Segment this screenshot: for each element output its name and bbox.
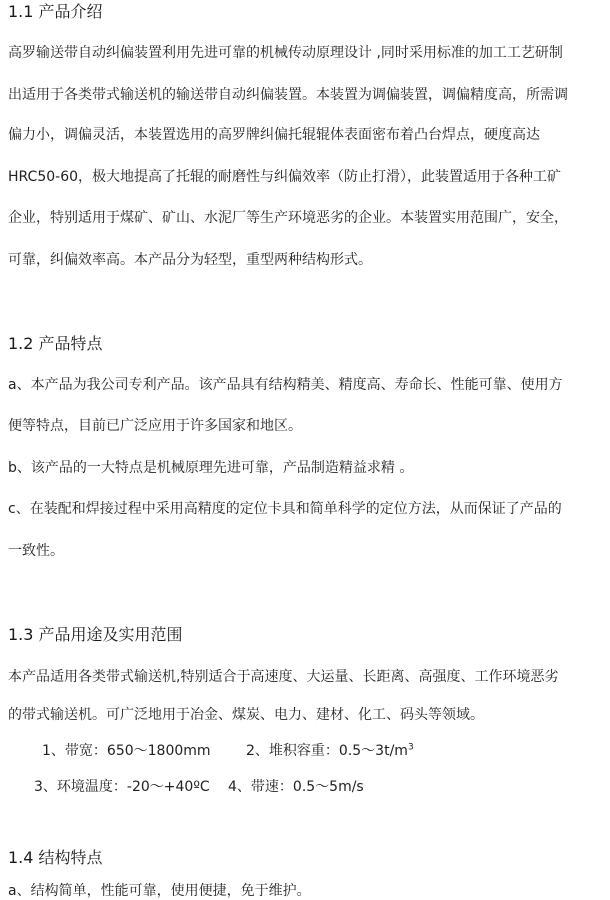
section-heading-structure: 1.4 结构特点: [8, 848, 103, 867]
spec-bulk-density-text: 2、堆积容重：0.5～3t/m: [246, 743, 408, 759]
paragraph-line: 的带式输送机。可广泛地用于冶金、煤炭、电力、建材、化工、码头等领域。: [8, 707, 484, 723]
paragraph-line: 企业，特别适用于煤矿、矿山、水泥厂等生产环境恶劣的企业。本装置实用范围广，安全，: [8, 210, 568, 226]
section-heading-features: 1.2 产品特点: [8, 334, 103, 353]
paragraph-line: a、结构简单，性能可靠，使用便捷，免于维护。: [8, 883, 311, 899]
paragraph-line: 偏力小，调偏灵活，本装置选用的高罗牌纠偏托辊辊体表面密布着凸台焊点，硬度高达: [8, 127, 540, 143]
paragraph-line: 高罗输送带自动纠偏装置利用先进可靠的机械传动原理设计 ,同时采用标准的加工工艺研制: [8, 45, 563, 61]
spec-belt-width: 1、带宽：650～1800mm: [42, 743, 211, 759]
paragraph-line: 出适用于各类带式输送机的输送带自动纠偏装置。本装置为调偏装置，调偏精度高，所需调: [8, 87, 568, 103]
paragraph-line: 本产品适用各类带式输送机,特别适合于高速度、大运量、长距离、高强度、工作环境恶劣: [8, 669, 559, 685]
paragraph-line: 可靠，纠偏效率高。本产品分为轻型，重型两种结构形式。: [8, 252, 372, 268]
spec-belt-speed: 4、带速：0.5～5m/s: [228, 779, 364, 795]
paragraph-line: HRC50-60，极大地提高了托辊的耐磨性与纠偏效率（防止打滑），此装置适用于各种工矿: [8, 169, 562, 185]
paragraph-line: b、该产品的一大特点是机械原理先进可靠，产品制造精益求精 。: [8, 460, 414, 476]
section-heading-applications: 1.3 产品用途及实用范围: [8, 625, 183, 644]
paragraph-line: c、在装配和焊接过程中采用高精度的定位卡具和简单科学的定位方法，从而保证了产品的: [8, 501, 562, 517]
paragraph-line: a、本产品为我公司专利产品。该产品具有结构精美、精度高、寿命长、性能可靠、使用方: [8, 377, 563, 393]
spec-bulk-density-exponent: 3: [407, 742, 414, 753]
spec-ambient-temperature: 3、环境温度：-20～+40ºC: [34, 779, 210, 795]
spec-bulk-density: [246, 742, 414, 760]
paragraph-line: 便等特点，目前已广泛应用于许多国家和地区。: [8, 418, 302, 434]
paragraph-line: 一致性。: [8, 543, 64, 559]
section-heading-intro: 1.1 产品介绍: [8, 2, 103, 21]
